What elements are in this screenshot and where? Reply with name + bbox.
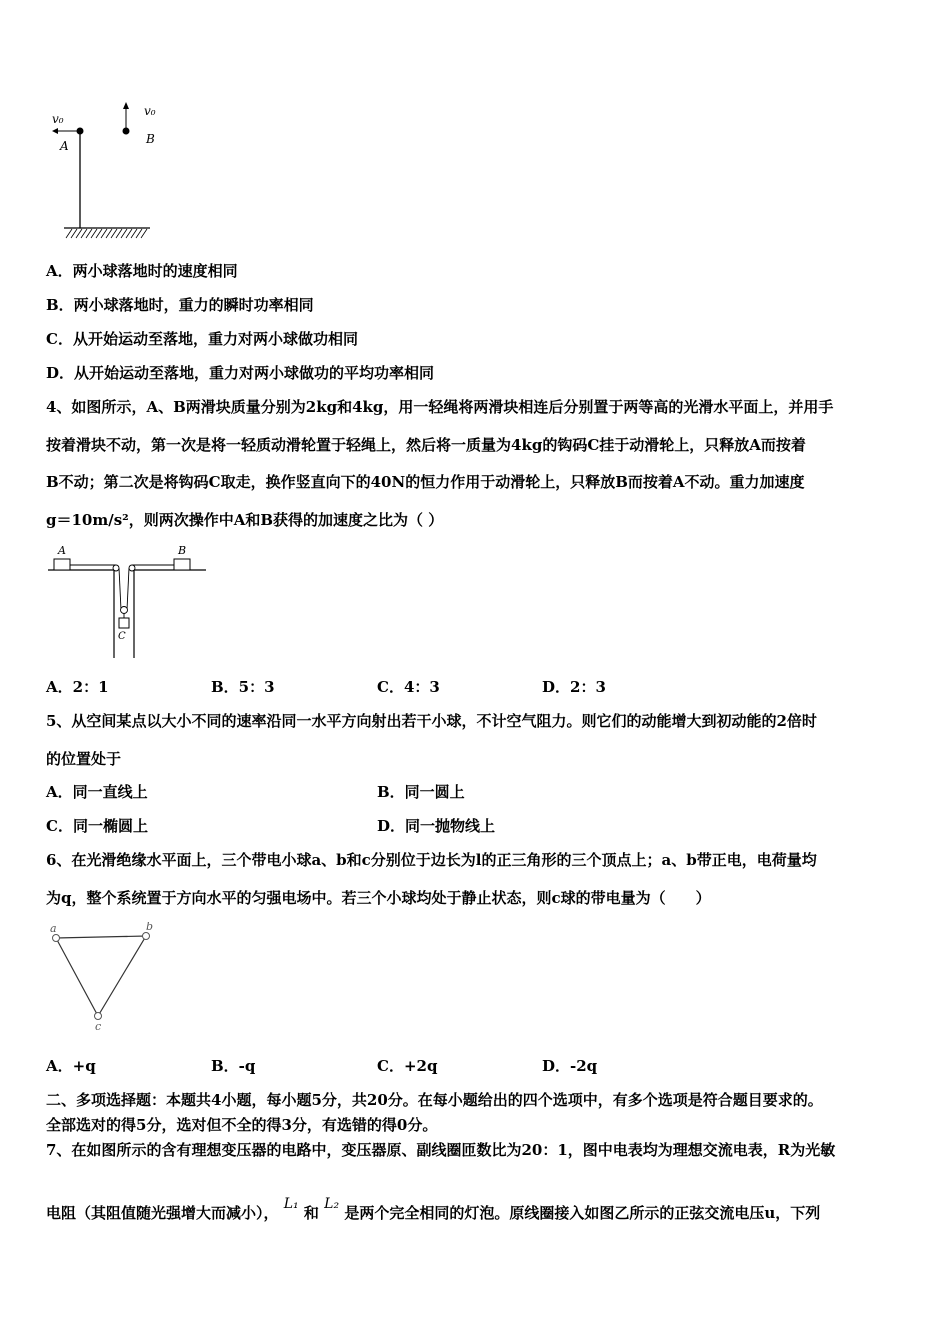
q6-line-2: 为q，整个系统置于方向水平的匀强电场中。若三个小球均处于静止状态，则c球的带电量为（ ） bbox=[46, 889, 711, 907]
label-A: A bbox=[58, 544, 66, 557]
label-a: a bbox=[50, 922, 57, 935]
q7-and: 和 bbox=[303, 1204, 319, 1222]
q4-line-3: B不动；第二次是将钩码C取走，换作竖直向下的40N的恒力作用于动滑轮上，只释放B而按着A不动。重力加速度 bbox=[46, 473, 805, 491]
section2-line-2: 全部选对的得5分，选对但不全的得3分，有选错的得0分。 bbox=[46, 1116, 438, 1134]
rope-down-left bbox=[119, 568, 121, 610]
charge-a bbox=[53, 935, 60, 942]
q4-option-c: C．4：3 bbox=[377, 678, 440, 696]
right-fixed-pulley bbox=[129, 565, 135, 571]
q4-line-1: 4、如图所示，A、B两滑块质量分别为2kg和4kg，用一轻绳将两滑块相连后分别置于两等高的光滑水平面上，并用手 bbox=[46, 398, 834, 416]
q4-option-a: A．2：1 bbox=[46, 678, 109, 696]
lamp-L1-symbol: L₁ bbox=[283, 1196, 299, 1212]
label-b: b bbox=[146, 922, 154, 933]
label-c: c bbox=[95, 1020, 102, 1033]
q6-option-b: B．-q bbox=[211, 1057, 256, 1075]
left-fixed-pulley bbox=[113, 565, 119, 571]
rope-down-right bbox=[127, 568, 129, 610]
q6-option-a: A．+q bbox=[46, 1057, 96, 1075]
weight-C bbox=[119, 618, 129, 628]
q7-line-2-start: 电阻（其阻值随光强增大而减小）， bbox=[46, 1204, 279, 1222]
q4-line-2: 按着滑块不动，第一次是将一轻质动滑轮置于轻绳上，然后将一质量为4kg的钩码C挂于动滑轮上，只释放A而按着 bbox=[46, 436, 806, 454]
moving-pulley bbox=[121, 607, 128, 614]
q5-option-a: A．同一直线上 bbox=[46, 783, 148, 801]
q4-pulley-figure bbox=[46, 540, 211, 660]
arrow-B-head bbox=[123, 102, 129, 109]
q6-triangle-figure bbox=[46, 922, 161, 1034]
q3-figure bbox=[46, 95, 166, 245]
label-B: B bbox=[146, 132, 155, 146]
q3-option-b: B．两小球落地时，重力的瞬时功率相同 bbox=[46, 296, 314, 314]
arrow-A-head bbox=[52, 128, 58, 134]
label-B: B bbox=[178, 544, 187, 557]
lamp-L2-symbol: L₂ bbox=[324, 1196, 340, 1212]
q3-option-a: A．两小球落地时的速度相同 bbox=[46, 262, 238, 280]
block-A bbox=[54, 559, 70, 570]
triangle bbox=[56, 936, 146, 1016]
block-B bbox=[174, 559, 190, 570]
q4-option-d: D．2：3 bbox=[542, 678, 606, 696]
q5-option-c: C．同一椭圆上 bbox=[46, 817, 148, 835]
q6-line-1: 6、在光滑绝缘水平面上，三个带电小球a、b和c分别位于边长为l的正三角形的三个顶点上；a、b带正电，电荷量均 bbox=[46, 851, 817, 869]
charge-c bbox=[95, 1013, 102, 1020]
ground-hatch bbox=[66, 229, 147, 238]
q5-option-d: D．同一抛物线上 bbox=[377, 817, 496, 835]
v0-left-label: v₀ bbox=[52, 112, 64, 126]
v0-right-label: v₀ bbox=[144, 104, 156, 118]
q7-line-2-end: 是两个完全相同的灯泡。原线圈接入如图乙所示的正弦交流电压u，下列 bbox=[344, 1204, 821, 1222]
section2-line-1: 二、多项选择题：本题共4小题，每小题5分，共20分。在每小题给出的四个选项中，有多个选项是符合题目要求的。 bbox=[46, 1091, 823, 1109]
q4-line-4: g＝10m/s²，则两次操作中A和B获得的加速度之比为（ ） bbox=[46, 511, 444, 529]
q4-option-b: B．5：3 bbox=[211, 678, 275, 696]
label-C: C bbox=[118, 631, 126, 642]
q7-line-2 bbox=[46, 1196, 821, 1224]
q5-line-2: 的位置处于 bbox=[46, 750, 122, 768]
q6-option-d: D．-2q bbox=[542, 1057, 598, 1075]
q3-option-d: D．从开始运动至落地，重力对两小球做功的平均功率相同 bbox=[46, 364, 435, 382]
q7-line-1: 7、在如图所示的含有理想变压器的电路中，变压器原、副线圈匝数比为20：1，图中电表均为理想交流电表，R为光敏 bbox=[46, 1141, 836, 1159]
label-A: A bbox=[60, 139, 69, 153]
charge-b bbox=[143, 933, 150, 940]
q3-option-c: C．从开始运动至落地，重力对两小球做功相同 bbox=[46, 330, 358, 348]
q5-line-1: 5、从空间某点以大小不同的速率沿同一水平方向射出若干小球，不计空气阻力。则它们的动能增大到初动能的2倍时 bbox=[46, 712, 817, 730]
q5-option-b: B．同一圆上 bbox=[377, 783, 465, 801]
q6-option-c: C．+2q bbox=[377, 1057, 438, 1075]
